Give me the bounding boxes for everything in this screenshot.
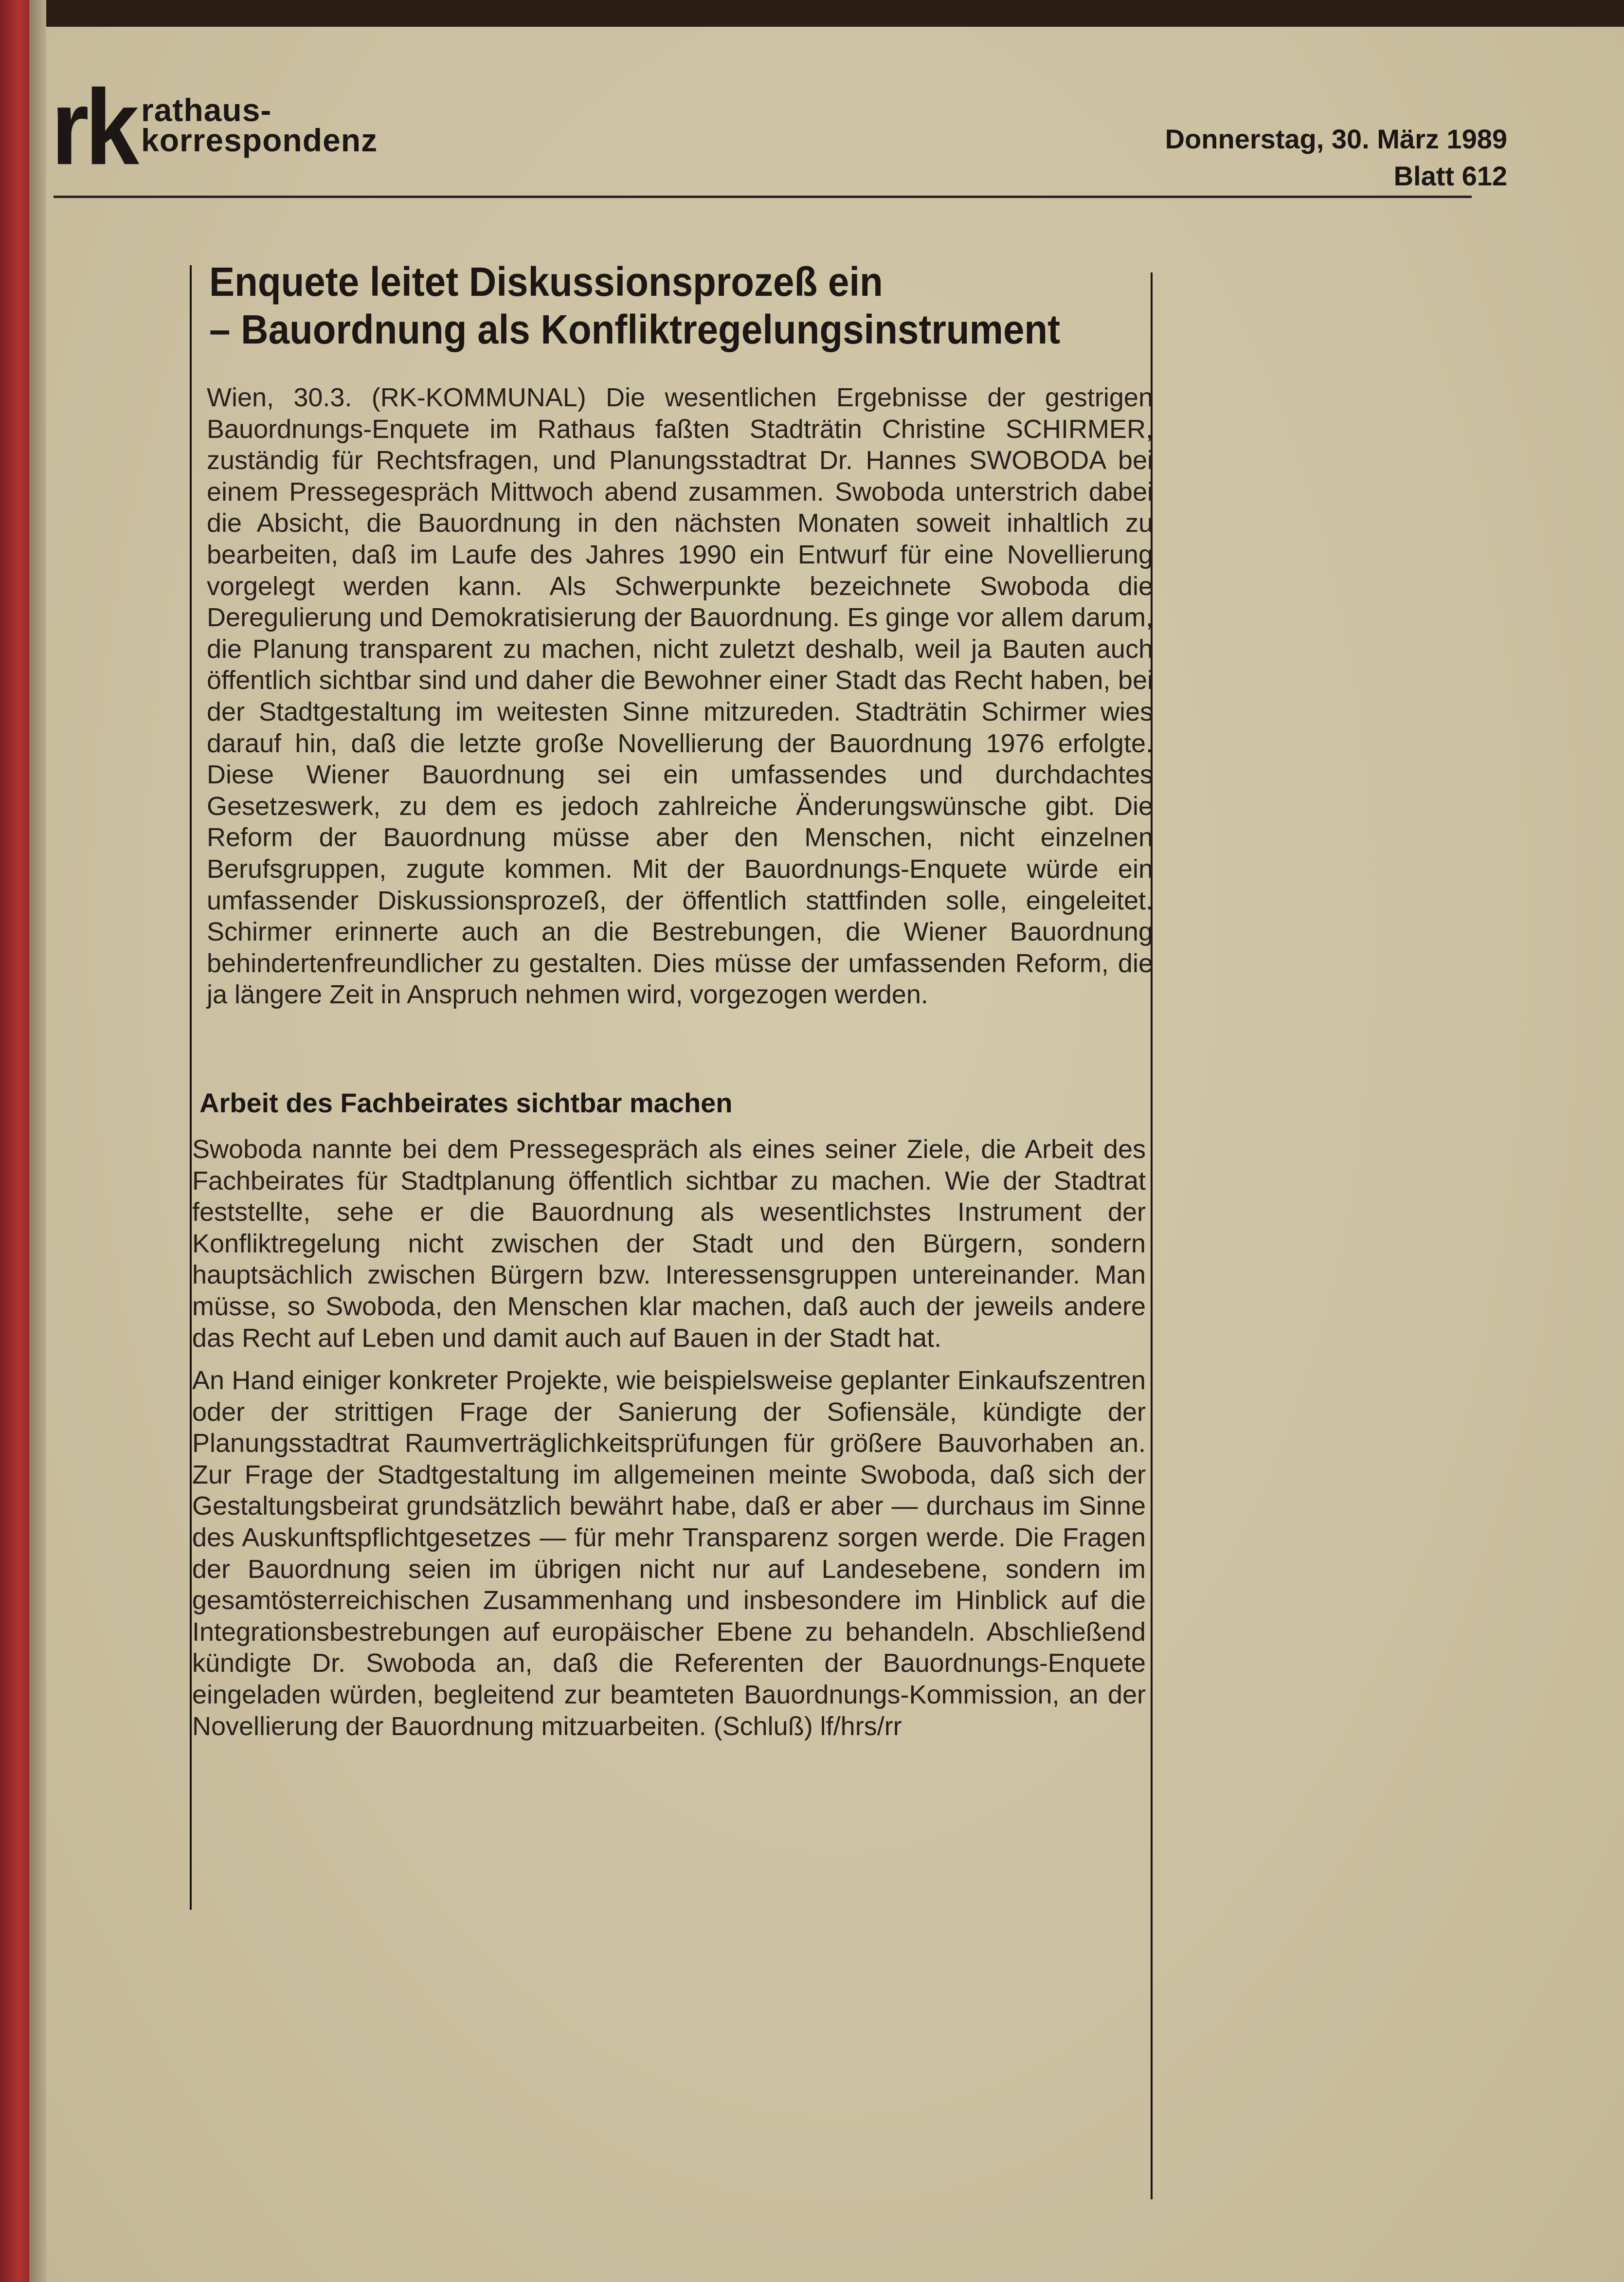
paragraph-2: Swoboda nannte bei dem Pressegespräch als eines seiner Ziele, die Arbeit des Fachbeirates für Stadtplanung öffentlich sichtbar zu machen. Wie der Stadtrat feststellte, sehe er die Bauordnung als wesentlichstes Instrument der Konfliktregelung nicht zwischen der Stadt und den Bürgern, sondern hauptsächlich zwischen Bürgern bzw. Interessensgruppen untereinander. Man müsse, so Swoboda, den Menschen klar machen, daß auch der jeweils andere das Recht auf Leben und damit auch auf Bauen in der Stadt hat. [192, 1135, 1146, 1353]
header-date-block [1165, 121, 1507, 195]
paragraph-1: Wien, 30.3. (RK-KOMMUNAL) Die wesentlichen Ergebnisse der gestrigen Bauordnungs-Enquete im Rathaus faßten Stadträtin Christine SCHIRMER, zuständig für Rechtsfragen, und Planungsstadtrat Dr. Hannes SWOBODA bei einem Pressegespräch Mittwoch abend zusammen. Swoboda unterstrich dabei die Absicht, die Bauordnung in den nächsten Monaten soweit inhaltlich zu bearbeiten, daß im Laufe des Jahres 1990 ein Entwurf für eine Novellierung vorgelegt werden kann. Als Schwerpunkte bezeichnete Swoboda die Deregulierung und Demokratisierung der Bauordnung. Es ginge vor allem darum, die Planung transparent zu machen, nicht zuletzt deshalb, weil ja Bauten auch öffentlich sichtbar sind und daher die Bewohner einer Stadt das Recht haben, bei der Stadtgestaltung im weitesten Sinne mitzureden. Stadträtin Schirmer wies darauf hin, daß die letzte große Novellierung der Bauordnung 1976 erfolgte. Diese Wiener Bauordnung sei ein umfassendes und durchdachtes Gesetzeswerk, zu dem es jedoch zahlreiche Änderungswünsche gibt. Die Reform der Bauordnung müsse aber den Menschen, nicht einzelnen Berufsgruppen, zugute kommen. Mit der Bauordnungs-Enquete würde ein umfassender Diskussionsprozeß, der öffentlich stattfinden solle, eingeleitet. Schirmer erinnerte auch an die Bestrebungen, die Wiener Bauordnung behindertenfreundlicher zu gestalten. Dies müsse der umfassenden Reform, die ja längere Zeit in Anspruch nehmen wird, vorgezogen werden. [207, 383, 1153, 1010]
article-subheading: Arbeit des Fachbeirates sichtbar machen [199, 1087, 733, 1118]
paragraph-3: An Hand einiger konkreter Projekte, wie beispielsweise geplanter Einkaufszentren oder der strittigen Frage der Sanierung der Sofiensäle, kündigte der Planungsstadtrat Raumverträglichkeitsprüfungen für größere Bauvorhaben an. Zur Frage der Stadtgestaltung im allgemeinen meinte Swoboda, daß sich der Gestaltungsbeirat grundsätzlich bewährt habe, daß er aber — durchaus im Sinne des Auskunftspflichtgesetzes — für mehr Transparenz sorgen werde. Die Fragen der Bauordnung seien im übrigen nicht nur auf Landesebene, sondern im gesamtösterreichischen Zusammenhang und insbesondere im Hinblick auf die Integrationsbestrebungen auf europäischer Ebene zu behandeln. Abschließend kündigte Dr. Swoboda an, daß die Referenten der Bauordnungs-Enquete eingeladen würden, begleitend zur beamteten Bauordnungs-Kommission, an der Novellierung der Bauordnung mitzuarbeiten. (Schluß) lf/hrs/rr [192, 1366, 1146, 1741]
logo-line-1: rathaus- [141, 92, 272, 128]
article-headline [209, 258, 1069, 353]
headline-line-1: Enquete leitet Diskussionsprozeß ein [209, 259, 883, 305]
sheet-number: Blatt 612 [1393, 161, 1507, 191]
article-body-section-1 [207, 382, 1153, 1011]
logo-mark: rk [51, 68, 136, 187]
issue-date: Donnerstag, 30. März 1989 [1165, 124, 1507, 154]
headline-line-2: – Bauordnung als Konfliktregelungsinstrument [209, 307, 1061, 352]
article-left-rule [190, 265, 192, 1910]
article-body-section-2 [192, 1134, 1146, 1354]
article-body-section-3 [192, 1365, 1146, 1742]
page-edge [29, 0, 46, 2282]
header-divider [54, 196, 1472, 198]
logo-line-2: korrespondenz [141, 122, 378, 158]
logo-wordmark [141, 92, 378, 158]
